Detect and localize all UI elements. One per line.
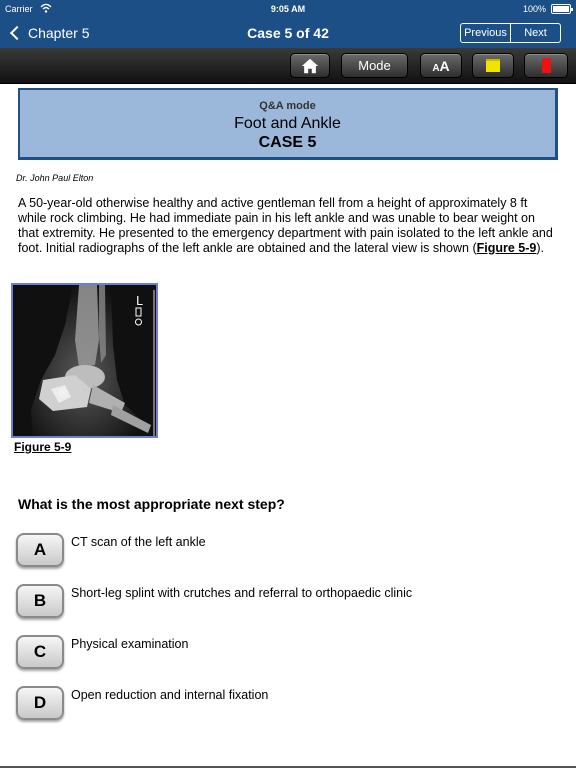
case-pager (460, 23, 561, 43)
answer-b-button[interactable]: B (16, 584, 64, 618)
battery-icon (551, 4, 571, 14)
topic-title: Foot and Ankle (234, 115, 341, 132)
case-text-main: A 50-year-old otherwise healthy and active gentleman fell from a height of approximately 8 ft while rock climbing. He had immediate pain in his left ankle and was unable to bear weight on that extremity. He presented to the emergency department with pain isolated to the left ankle and foot. Initial radiographs of the left ankle are obtained and the lateral view is shown ( (18, 196, 553, 255)
home-icon (301, 57, 319, 75)
page-title: Case 5 of 42 (247, 25, 329, 41)
xray-image (13, 285, 156, 436)
case-header (18, 88, 558, 160)
battery-percent: 100% (522, 4, 546, 14)
figure-link[interactable]: Figure 5-9 (476, 241, 537, 255)
mode-button[interactable]: Mode (341, 53, 408, 78)
status-bar (0, 0, 576, 18)
answer-d-button[interactable]: D (16, 686, 64, 720)
case-text-end: ). (536, 241, 544, 255)
xray-side-marker: L (136, 294, 143, 308)
mode-label: Q&A mode (259, 100, 316, 112)
font-size-button[interactable] (420, 53, 462, 78)
note-icon (486, 59, 500, 72)
note-button[interactable] (472, 53, 514, 78)
answer-option-c (16, 635, 556, 675)
home-button[interactable] (290, 53, 330, 78)
toolbar (0, 48, 576, 84)
answer-a-text: CT scan of the left ankle (71, 535, 206, 549)
bookmark-button[interactable] (524, 53, 568, 78)
answer-c-button[interactable]: C (16, 635, 64, 669)
xray-figure[interactable] (11, 283, 158, 438)
answer-option-d (16, 686, 556, 726)
answer-option-a (16, 533, 556, 573)
case-number: CASE 5 (258, 134, 317, 151)
answer-b-text: Short-leg splint with crutches and referral to orthopaedic clinic (71, 586, 413, 600)
answer-a-button[interactable]: A (16, 533, 64, 567)
question-text: What is the most appropriate next step? (18, 496, 285, 512)
bookmark-icon (542, 58, 551, 73)
next-button[interactable]: Next (524, 27, 547, 39)
carrier-label: Carrier (5, 4, 33, 14)
clock: 9:05 AM (270, 4, 306, 14)
answer-c-text: Physical examination (71, 637, 189, 651)
answer-d-text: Open reduction and internal fixation (71, 688, 269, 702)
figure-caption[interactable]: Figure 5-9 (14, 440, 72, 454)
nav-bar (0, 18, 576, 48)
author: Dr. John Paul Elton (16, 173, 94, 183)
back-label: Chapter 5 (28, 25, 90, 41)
answer-option-b (16, 584, 556, 624)
previous-button[interactable]: Previous (461, 24, 511, 42)
case-description (18, 196, 558, 256)
font-size-icon: AA (432, 57, 450, 74)
